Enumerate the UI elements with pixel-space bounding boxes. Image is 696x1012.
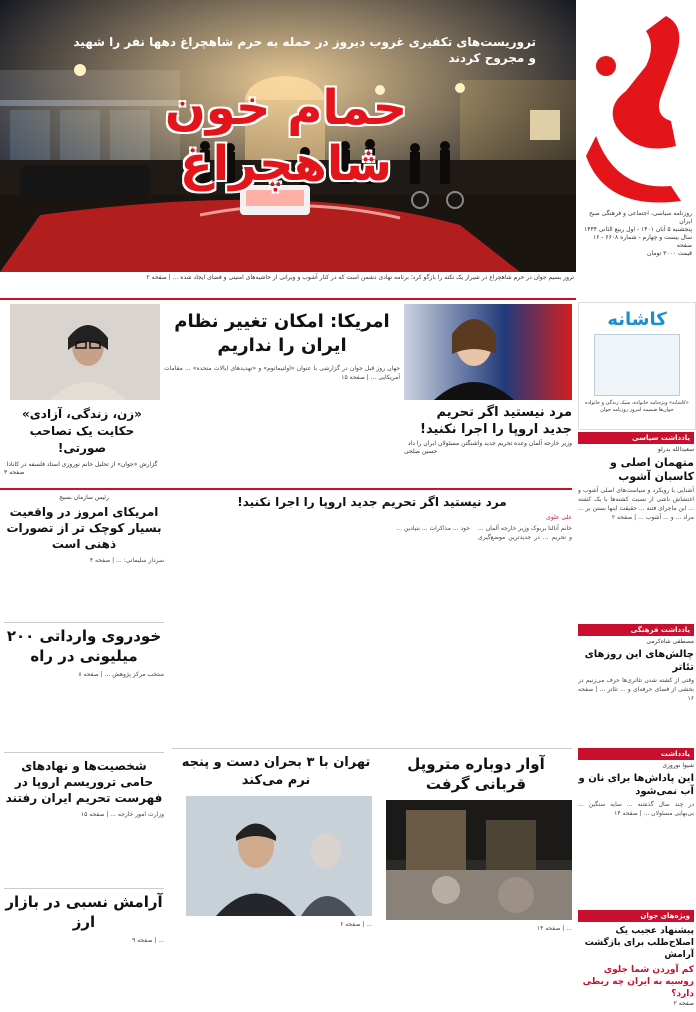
terror-title: شخصیت‌ها و نهادهای حامی تروریسم اروپا در فهرست تحریم ایران رفتند bbox=[5, 759, 163, 805]
note-author: سعیدالله بدرلو bbox=[657, 446, 694, 453]
kashaneh-title: کاشانه bbox=[607, 309, 667, 330]
terror-text: وزارت امور خارجه ... | صفحه ۱۵ bbox=[80, 811, 164, 818]
currency-title: آرامش نسبی در بازار ارز bbox=[5, 893, 163, 931]
story-woman bbox=[4, 304, 160, 484]
masthead-info-line: پنجشنبه ۵ آبان ۱۴۰۱ - اول ربیع الثانی ۱۴۴۴ bbox=[584, 226, 692, 233]
lead-kicker: تروریست‌های تکفیری غروب دیروز در حمله به حرم شاهچراغ دهها نفر را شهید و مجروح کردند bbox=[73, 35, 536, 65]
sidebar-note-4 bbox=[578, 910, 694, 1007]
note-title: متهمان اصلی و کاسبان آشوب bbox=[610, 456, 694, 483]
masthead-info-line: سال بیست و چهارم - شماره ۶۶۰۸ - ۱۶ صفحه bbox=[592, 234, 692, 249]
note-author: مصطفی شاه‌کرمی bbox=[646, 638, 694, 645]
cars-title: امریکای امروز در واقعیت بسیار کوچک تر از تصورات ذهنی است bbox=[6, 505, 162, 551]
metro-photo bbox=[386, 800, 572, 920]
masthead bbox=[576, 0, 696, 300]
story-cars bbox=[4, 494, 164, 620]
lead-photo bbox=[0, 0, 576, 272]
note-author: شیوا نوروزی bbox=[662, 762, 694, 769]
lead-headline: حمام خون شاهچراغ bbox=[164, 80, 408, 192]
story-baerbock bbox=[404, 304, 572, 484]
section-bar: یادداشت bbox=[578, 748, 694, 760]
story-america bbox=[164, 304, 400, 484]
note-title: چالش‌های این روزهای تئاتر bbox=[584, 649, 694, 673]
masthead-info bbox=[580, 210, 692, 258]
woman-photo bbox=[10, 304, 160, 400]
lead-rule bbox=[0, 298, 576, 300]
kashaneh-box bbox=[578, 302, 696, 430]
note-text: آشنایی با رویکرد و سیاست‌های اصلی آشوب و اغتشاش ناشی از نسبت کشته‌ها با یک کشته ... این ماجرای فتنه ... حقیقت اینها بستن بر ... مراد ... و ... آشوب ... | صفحه ۲ bbox=[578, 487, 694, 521]
note-title: پیشنهاد عجیب یک اصلاح‌طلب برای بازگشت آرامش bbox=[584, 926, 694, 960]
divider bbox=[172, 748, 572, 749]
baerbock-photo bbox=[404, 304, 572, 400]
note-title: این پاداش‌ها برای نان و آب نمی‌شود bbox=[578, 773, 694, 797]
sidebar-note-3 bbox=[578, 748, 694, 906]
row1-rule bbox=[0, 488, 572, 490]
cars-kicker: رئیس سازمان بسیج bbox=[59, 494, 109, 501]
section-bar: ویژه‌های جوان bbox=[578, 910, 694, 922]
cars-text: سردار سلیمانی: ... | صفحه ۴ bbox=[89, 557, 164, 564]
metro-art bbox=[386, 800, 572, 920]
america-text: جهان روز قبل جوان در گزارشی با عنوان «اولتیماتوم» و «تهدیدهای ایالات متحده» ... مقامات آمریکایی ... | صفحه ۱۵ bbox=[164, 365, 400, 381]
divider bbox=[4, 888, 164, 889]
note-page: صفحه ۲ bbox=[673, 1000, 694, 1007]
baerbock-text: وزیر خارجه آلمان وعده تحریم جدید واشنگتن مسئولان ایران را داد bbox=[407, 440, 572, 447]
story-autos bbox=[4, 626, 164, 750]
masthead-info-line: روزنامه سیاسی، اجتماعی و فرهنگی صبح ایران bbox=[589, 210, 692, 225]
divider bbox=[4, 752, 164, 753]
tehran-text: ... | صفحه ۶ bbox=[340, 921, 372, 928]
woman-page: صفحه ۳ bbox=[4, 469, 25, 476]
story-terror bbox=[4, 758, 164, 886]
note-title-2: کم آوردن شما جلوی روسیه به ایران چه ربطی دارد؟ bbox=[582, 965, 694, 999]
long-title: مرد نیستید اگر تحریم جدید اروپا را اجرا نکنید! bbox=[237, 495, 507, 509]
story-metro bbox=[380, 754, 572, 998]
story-currency bbox=[4, 892, 164, 998]
baerbock-art bbox=[404, 304, 572, 400]
story-long bbox=[172, 494, 572, 744]
woman-title: «زن، زندگی، آزادی» حکایت یک تصاحب صورتی! bbox=[22, 407, 142, 455]
divider bbox=[4, 622, 164, 623]
tehran-photo bbox=[186, 796, 372, 916]
metro-title: آوار دوباره متروپل قربانی گرفت bbox=[407, 755, 545, 793]
kashaneh-caption: «کاشانه» ویژه‌نامه خانواده، سبک زندگی و خانواده جوان‌ها ضمیمه امروز روزنامه جوان bbox=[585, 400, 689, 413]
story-tehran bbox=[180, 754, 372, 998]
metro-text: ... | صفحه ۱۴ bbox=[536, 925, 572, 932]
sidebar bbox=[576, 300, 696, 1007]
long-author: علی علوی bbox=[546, 514, 572, 521]
note-text: در چند سال گذشته ... سایه سنگین ... بی‌بهایی مسئولان ... | صفحه ۱۴ bbox=[578, 801, 694, 817]
lead-caption: ترور بسیم جوان در حرم شاهچراغ در شیراز یک نکته را بازگو کرد؛ برنامه نهادی دشمن است که در کنار آشوب و ویرانی از حاشیه‌های امنیتی و فضای ایجاد شده ... | صفحه ۲ bbox=[146, 274, 574, 281]
sidebar-note-1 bbox=[578, 432, 694, 620]
logo-art bbox=[576, 6, 696, 206]
tehran-title: تهران با ۳ بحران دست و پنجه نرم می‌کند bbox=[181, 755, 371, 788]
kashaneh-cover bbox=[594, 334, 680, 396]
section-bar: یادداشت سیاسی bbox=[578, 432, 694, 444]
baerbock-title: مرد نیستید اگر تحریم جدید اروپا را اجرا نکنید! bbox=[420, 405, 572, 437]
masthead-logo bbox=[576, 6, 696, 206]
autos-title: خودروی وارداتی ۲۰۰ میلیونی در راه bbox=[6, 627, 162, 665]
long-text: خانم آنالنا بربوک وزیر خارجه آلمان ... و تحریم ... در جدیدترین موضع‌گیری خود ... مذاکرات ... بنیادین ... bbox=[396, 525, 572, 541]
note-text: وقتی از کشته شدن تئاتری‌ها حرف می‌زنیم در بخشی از فضای حرفه‌ای و ... تئاتر ... | صفحه ۱۶ bbox=[578, 677, 694, 702]
baerbock-author: حسین صلحی bbox=[404, 448, 438, 455]
currency-text: ... | صفحه ۹ bbox=[132, 937, 164, 944]
sidebar-note-2 bbox=[578, 624, 694, 744]
woman-art bbox=[10, 304, 160, 400]
masthead-info-line: قیمت ۳۰۰۰ تومان bbox=[647, 250, 692, 257]
section-bar: یادداشت فرهنگی bbox=[578, 624, 694, 636]
autos-text: منتخب مرکز پژوهش ... | صفحه ۸ bbox=[78, 671, 164, 678]
woman-text: گزارش «جوان» از تحلیل خانم نوروزی استاد فلسفه در کانادا bbox=[6, 461, 158, 468]
america-title: امریکا: امکان تغییر نظام ایران را نداریم bbox=[174, 311, 390, 356]
tehran-art bbox=[186, 796, 372, 916]
